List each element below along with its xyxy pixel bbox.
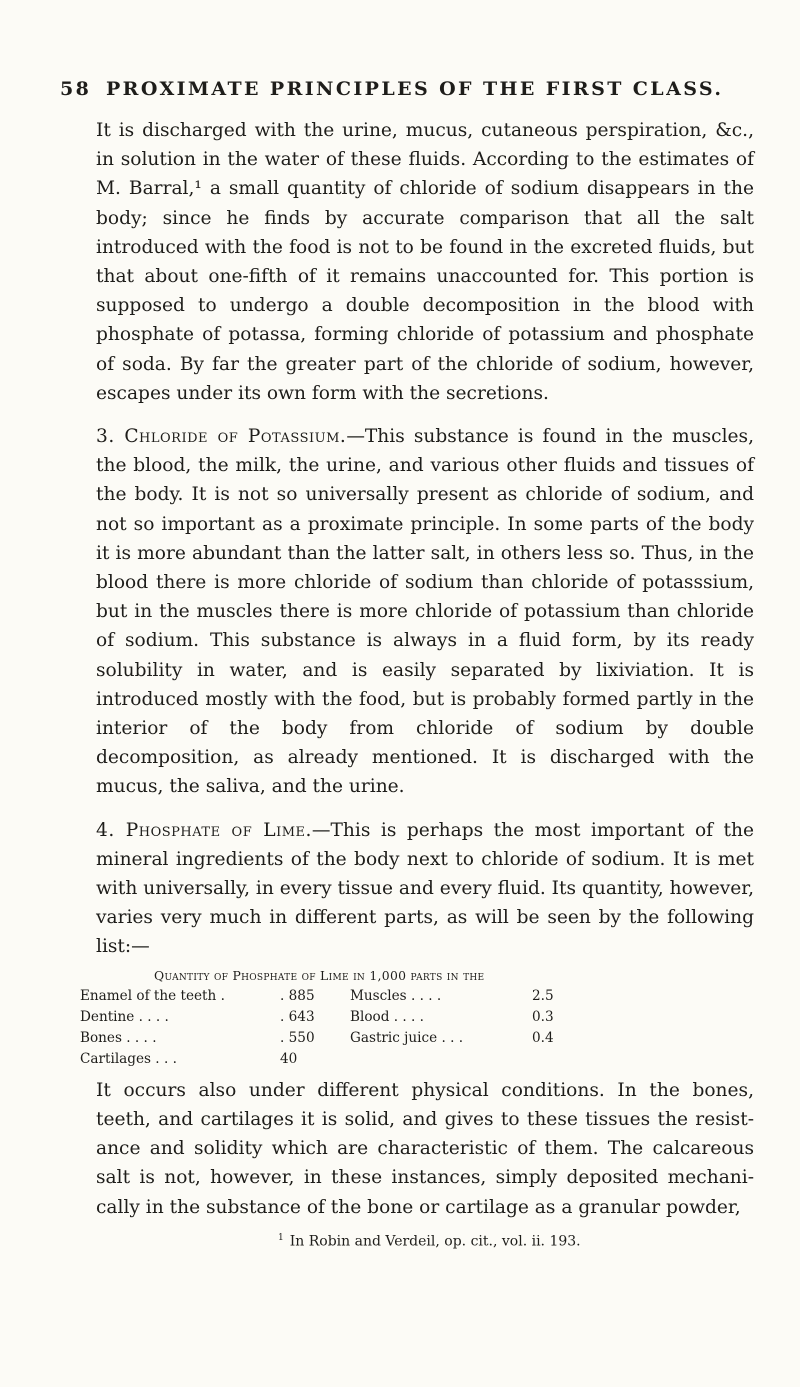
tissue-value: . 643	[280, 1009, 315, 1026]
tissue-value	[532, 1049, 572, 1070]
table-row	[80, 1049, 572, 1070]
footnote-text: In Robin and Verdeil, op. cit., vol. ii. 193.	[289, 1233, 581, 1250]
table-row	[80, 1028, 572, 1049]
page-number: 58	[60, 78, 92, 100]
table-row	[80, 986, 572, 1007]
table-row	[80, 1007, 572, 1028]
running-header	[60, 78, 750, 110]
section-heading-phosphate-of-lime: 4. Phosphate of Lime.	[96, 819, 312, 841]
tissue-name: Enamel of the teeth .	[80, 988, 225, 1005]
tissue-name: Dentine . . . .	[80, 1009, 169, 1026]
running-title: PROXIMATE PRINCIPLES OF THE FIRST CLASS.	[106, 78, 724, 100]
page-body	[52, 116, 754, 1251]
footnote	[52, 1228, 754, 1252]
tissue-value: 40	[280, 1051, 298, 1068]
phosphate-of-lime-table	[80, 986, 572, 1070]
footnote-marker: 1	[278, 1232, 284, 1243]
paragraph-phosphate-of-lime	[52, 816, 754, 962]
tissue-value: 0.3	[532, 1009, 554, 1026]
tissue-name	[350, 1049, 532, 1070]
tissue-value: . 550	[280, 1030, 315, 1047]
paragraph-chloride-of-potassium	[52, 422, 754, 802]
paragraph-physical-conditions: It occurs also under different physical conditions. In the bones, teeth, and cartilages it is solid, and gives to these tissues the resistance and solidity which are characteristic of them. The calcareous salt is not, however, in these instances, simply deposited mechanically in the substance of the bone or cartilage as a granular powder,	[96, 1079, 754, 1218]
paragraph-salt-discharge: It is discharged with the urine, mucus, cutaneous perspiration, &c., in solution in the water of these fluids. According to the estimates of M. Barral,¹ a small quantity of chloride of sodium disappears in the body; since he finds by accurate comparison that all the salt introduced with the food is not to be found in the excreted fluids, but that about one-fifth of it remains unaccounted for. This portion is supposed to undergo a double decomposition in the blood with phosphate of potassa, forming chloride of potassium and phosphate of soda. By far the greater part of the chloride of sodium, however, escapes under its own form with the secretions.	[96, 120, 754, 404]
table-title: Quantity of Phosphate of Lime in 1,000 parts in the	[154, 967, 485, 983]
tissue-name: Bones . . . .	[80, 1030, 157, 1047]
tissue-name: Gastric juice . . .	[350, 1030, 464, 1047]
tissue-name: Blood . . . .	[350, 1009, 424, 1026]
section-heading-chloride-of-potassium: 3. Chloride of Potassium.	[96, 426, 347, 448]
tissue-value: . 885	[280, 988, 315, 1005]
tissue-name: Cartilages . . .	[80, 1051, 177, 1068]
tissue-value: 2.5	[532, 988, 554, 1005]
paragraph-text: —This substance is found in the muscles, the blood, the milk, the urine, and various other fluids and tissues of the body. It is not so universally present as chloride of sodium, and not so important as a proximate principle. In some parts of the body it is more abundant than the latter salt, in others less so. Thus, in the blood there is more chloride of sodium than chloride of potasssium, but in the muscles there is more chloride of potassium than chloride of sodium. This substance is always in a fluid form, by its ready solubility in water, and is easily separated by lixiviation. It is introduced mostly with the food, but is probably formed partly in the interior of the body from chloride of sodium by double decomposition, as already mentioned. It is discharged with the mucus, the saliva, and the urine.	[96, 426, 754, 798]
tissue-name: Muscles . . . .	[350, 988, 442, 1005]
paragraph-text: —This is perhaps the most important of the mineral ingredients of the body next to chloride of sodium. It is met with universally, in every tissue and every fluid. Its quantity, however, varies very much in different parts, as will be seen by the following list:—	[96, 819, 754, 958]
tissue-value: 0.4	[532, 1030, 554, 1047]
